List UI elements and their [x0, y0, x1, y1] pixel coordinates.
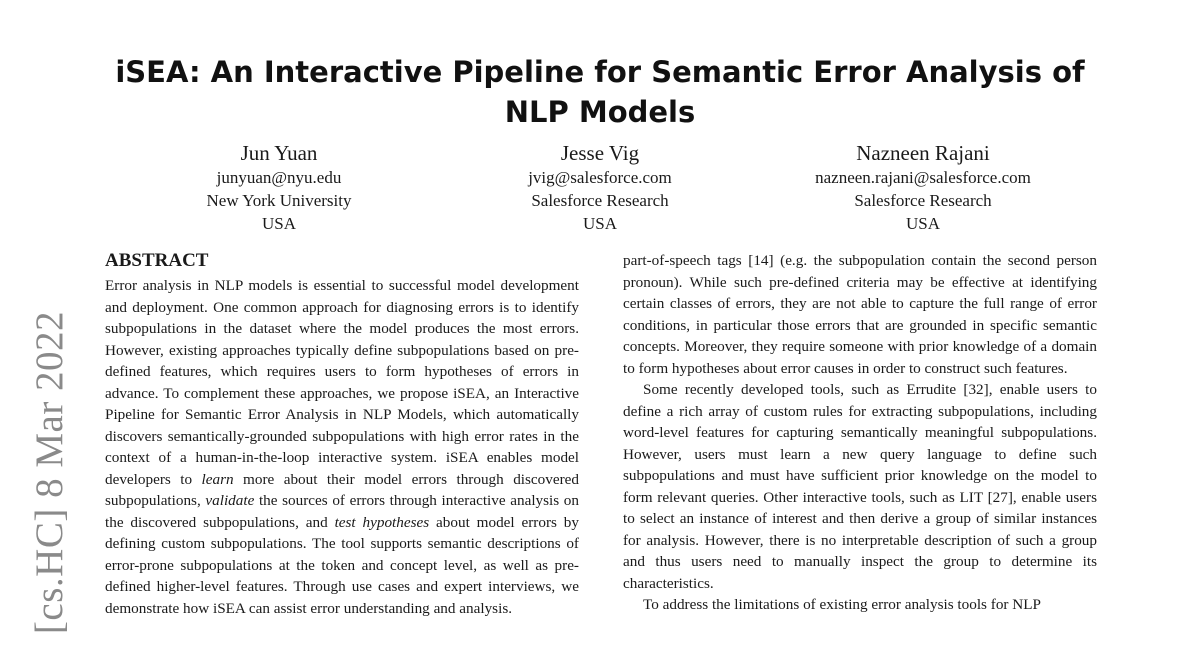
abstract-part1: Error analysis in NLP models is essential to successful model development and deployment. One common approach for diagnosing errors is to identify subpopulations in the dataset where the model produces the most errors. However, existing approaches typically define subpopulations based on pre-defined features, which requires users to form hypotheses of errors in advance. To complement these approaches, we propose iSEA, an Interactive Pipeline for Semantic Error Analysis in NLP Models, which automatically discovers semantically-grounded subpopulations with high error rates in the context of a human-in-the-loop interactive system. iSEA enables model developers to: [105, 277, 579, 488]
author-country: USA: [261, 214, 296, 233]
abstract-part4: about model errors by defining custom subpopulations. The tool supports semantic descriptions of error-prone subpopulations at the token and concept level, as well as pre-defined higher-level features. Through use cases and expert interviews, we demonstrate how iSEA can assist error understanding and analysis.: [105, 513, 579, 617]
abstract-text: [105, 275, 579, 619]
emphasis-validate: validate: [205, 492, 255, 509]
left-column: [105, 250, 579, 619]
author-affiliation: New York University: [206, 191, 352, 210]
author-1: [129, 140, 429, 235]
author-2: [450, 140, 750, 235]
author-block: [0, 140, 1200, 235]
author-name: Jesse Vig: [560, 141, 640, 165]
intro-paragraph-2: Some recently developed tools, such as Errudite [32], enable users to define a rich array of custom rules for extracting subpopulations, including word-level features for capturing semantically meaningful subpopulations. However, users must learn a new query language to define such subpopulations and must have sufficient prior knowledge on the model to form relevant queries. Other interactive tools, such as LIT [27], enable users to select an instance of interest and then derive a group of similar instances for analysis. However, there is no interpretable description of such a group and thus users need to manually inspect the group to determine its characteristics.: [623, 381, 1097, 592]
author-affiliation: Salesforce Research: [854, 191, 992, 210]
author-country: USA: [905, 214, 940, 233]
emphasis-test-hypotheses: test hypotheses: [334, 513, 430, 531]
right-column: [623, 250, 1097, 616]
author-affiliation: Salesforce Research: [531, 191, 669, 210]
author-name: Nazneen Rajani: [856, 141, 990, 165]
abstract-part2: more about their model errors through discovered subpopulations,: [105, 470, 579, 509]
author-3: [773, 140, 1073, 235]
emphasis-learn: learn: [201, 470, 234, 488]
intro-paragraph-1: part-of-speech tags [14] (e.g. the subpopulation contain the second person pronoun). While such pre-defined criteria may be effective at identifying certain classes of errors, they are not able to capture the full range of error conditions, in particular those errors that are grounded in specific semantic concepts. Moreover, they require someone with prior knowledge of a domain to form hypotheses about error causes in order to construct such features.: [623, 252, 1097, 377]
arxiv-stamp: [26, 305, 74, 640]
abstract-part3: the sources of errors through interactive analysis on the discovered subpopulations, and: [105, 492, 579, 531]
abstract-heading: ABSTRACT: [105, 250, 209, 271]
author-email[interactable]: jvig@salesforce.com: [528, 168, 672, 187]
arxiv-stamp-text: [cs.HC] 8 Mar 2022: [28, 310, 72, 635]
author-email[interactable]: nazneen.rajani@salesforce.com: [815, 168, 1031, 187]
paper-title: iSEA: An Interactive Pipeline for Semantic Error Analysis of NLP Models: [115, 55, 1085, 129]
author-name: Jun Yuan: [240, 141, 318, 165]
intro-paragraph-3: To address the limitations of existing error analysis tools for NLP: [643, 596, 1041, 613]
author-email[interactable]: junyuan@nyu.edu: [216, 168, 342, 187]
author-country: USA: [582, 214, 617, 233]
